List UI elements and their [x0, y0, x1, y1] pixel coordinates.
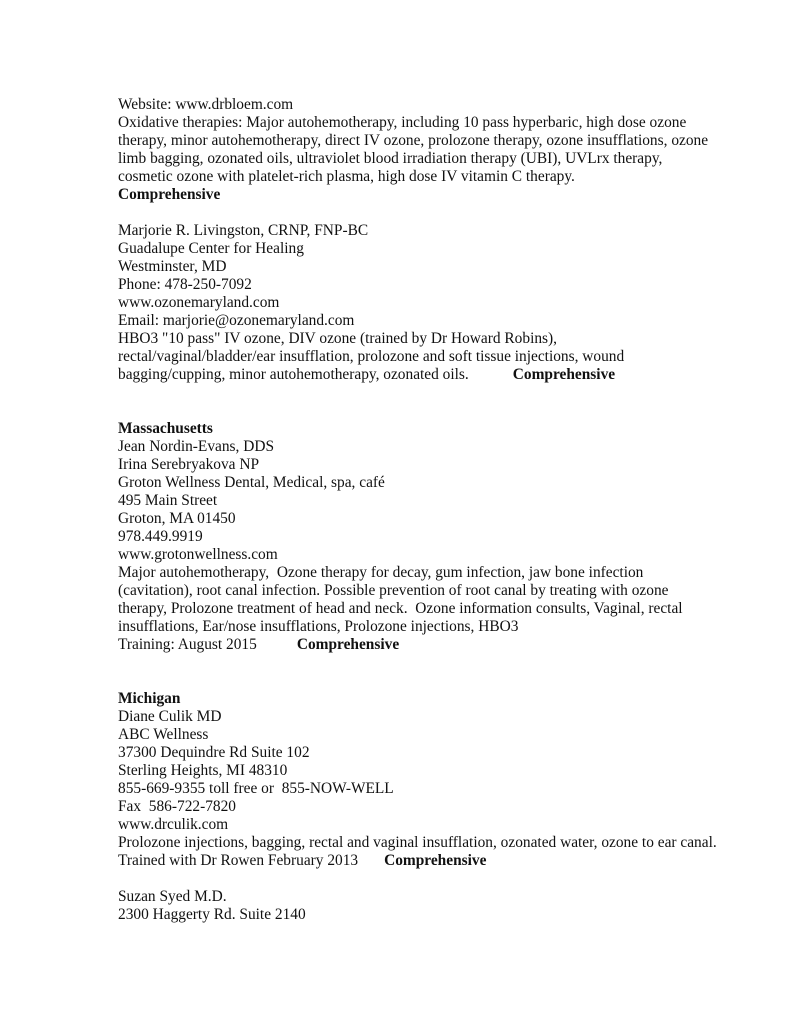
clinic-email: Email: marjorie@ozonemaryland.com — [118, 312, 355, 329]
clinic-website: www.grotonwellness.com — [118, 546, 278, 563]
therapies-line: limb bagging, ozonated oils, ultraviolet blood irradiation therapy (UBI), UVLrx therapy, — [118, 150, 663, 167]
rating-label: Comprehensive — [118, 186, 221, 203]
therapies-line: Major autohemotherapy, Ozone therapy for decay, gum infection, jaw bone infection — [118, 564, 644, 581]
clinic-website: www.drculik.com — [118, 816, 229, 833]
provider-name: Marjorie R. Livingston, CRNP, FNP-BC — [118, 222, 369, 239]
therapies-line: Prolozone injections, bagging, rectal and vaginal insufflation, ozonated water, ozone to ear canal. — [118, 834, 717, 851]
clinic-street: 495 Main Street — [118, 492, 218, 509]
therapies-line: HBO3 "10 pass" IV ozone, DIV ozone (trained by Dr Howard Robins), — [118, 330, 558, 347]
therapies-line: insufflations, Ear/nose insufflations, Prolozone injections, HBO3 — [118, 618, 519, 635]
clinic-street: 2300 Haggerty Rd. Suite 2140 — [118, 906, 306, 923]
rating-label: Comprehensive — [296, 636, 400, 653]
provider-name: Suzan Syed M.D. — [118, 888, 227, 905]
provider-website: Website: www.drbloem.com — [118, 96, 294, 113]
state-heading-michigan: Michigan — [118, 690, 181, 707]
therapies-line: therapy, Prolozone treatment of head and neck. Ozone information consults, Vaginal, rectal — [118, 600, 683, 617]
rating-label: Comprehensive — [384, 852, 487, 869]
document-body — [118, 96, 758, 924]
clinic-street: 37300 Dequindre Rd Suite 102 — [118, 744, 310, 761]
clinic-phone: Phone: 478-250-7092 — [118, 276, 252, 293]
training-line — [118, 636, 758, 654]
therapies-line: rectal/vaginal/bladder/ear insufflation, prolozone and soft tissue injections, wound — [118, 348, 625, 365]
provider-name: Diane Culik MD — [118, 708, 222, 725]
training-line — [118, 852, 758, 870]
rating-label: Comprehensive — [512, 366, 616, 383]
clinic-city: Groton, MA 01450 — [118, 510, 236, 527]
therapies-line-with-rating — [118, 366, 758, 384]
therapies-line: therapy, minor autohemotherapy, direct IV ozone, prolozone therapy, ozone insufflations, ozone — [118, 132, 709, 149]
clinic-phone: 855-669-9355 toll free or 855-NOW-WELL — [118, 780, 394, 797]
clinic-name: Groton Wellness Dental, Medical, spa, café — [118, 474, 385, 491]
clinic-city: Westminster, MD — [118, 258, 227, 275]
clinic-name: ABC Wellness — [118, 726, 209, 743]
provider-name: Irina Serebryakova NP — [118, 456, 260, 473]
provider-name: Jean Nordin-Evans, DDS — [118, 438, 275, 455]
state-heading-massachusetts: Massachusetts — [118, 420, 213, 437]
therapies-line: (cavitation), root canal infection. Possible prevention of root canal by treating with ozone — [118, 582, 669, 599]
clinic-phone: 978.449.9919 — [118, 528, 203, 545]
clinic-fax: Fax 586-722-7820 — [118, 798, 236, 815]
clinic-website: www.ozonemaryland.com — [118, 294, 280, 311]
therapies-line: cosmetic ozone with platelet-rich plasma, high dose IV vitamin C therapy. — [118, 168, 575, 185]
training-text: Training: August 2015 — [118, 636, 257, 653]
clinic-name: Guadalupe Center for Healing — [118, 240, 304, 257]
therapies-text: bagging/cupping, minor autohemotherapy, ozonated oils. — [118, 366, 469, 383]
therapies-line: Oxidative therapies: Major autohemotherapy, including 10 pass hyperbaric, high dose ozone — [118, 114, 687, 131]
training-text: Trained with Dr Rowen February 2013 — [118, 852, 359, 869]
clinic-city: Sterling Heights, MI 48310 — [118, 762, 288, 779]
